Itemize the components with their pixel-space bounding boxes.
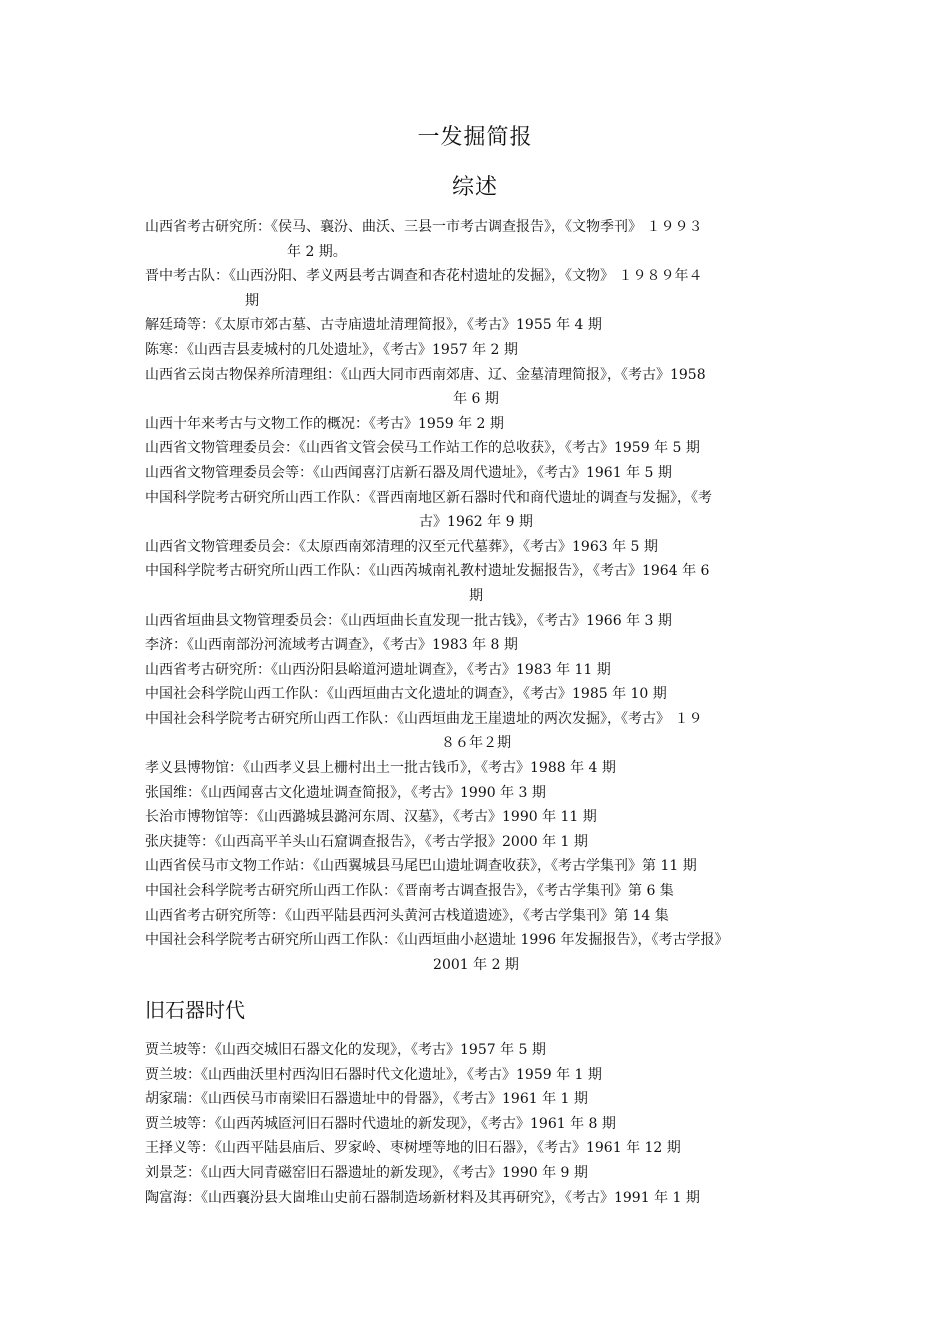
- reference-list-paleolithic: [145, 1038, 807, 1210]
- reference-entry: [145, 830, 807, 855]
- reference-text: 陈寒：《山西吉县麦城村的几处遗址》，《考古》1957 年 2 期: [145, 341, 518, 358]
- reference-entry: [145, 486, 807, 535]
- reference-entry: [145, 1112, 807, 1137]
- reference-text: 中国社会科学院考古研究所山西工作队：《晋南考古调查报告》，《考古学集刊》第 6 集: [145, 883, 674, 900]
- reference-entry: [145, 338, 807, 363]
- reference-text: 长治市博物馆等：《山西潞城县潞河东周、汉墓》，《考古》1990 年 11 期: [145, 809, 597, 826]
- reference-text-continuation: 期: [469, 587, 483, 604]
- reference-text: 山西省考古研究所：《山西汾阳县峪道河遗址调查》，《考古》1983 年 11 期: [145, 661, 611, 678]
- reference-text: 解廷琦等：《太原市郊古墓、古寺庙遗址清理简报》，《考古》1955 年 4 期: [145, 317, 602, 334]
- reference-entry: [145, 313, 807, 338]
- reference-entry: [145, 928, 807, 977]
- reference-entry: [145, 264, 807, 313]
- reference-text: 山西省侯马市文物工作站：《山西翼城县马尾巴山遗址调查收获》，《考古学集刊》第 11 期: [145, 858, 697, 875]
- reference-entry: [145, 707, 807, 756]
- reference-entry: [145, 879, 807, 904]
- reference-entry: [145, 904, 807, 929]
- reference-text: 山西省考古研究所：《侯马、襄汾、曲沃、三县一市考古调查报告》，《文物季刊》 １９９３: [145, 219, 703, 235]
- reference-entry: [145, 633, 807, 658]
- page-title: 一发掘简报: [417, 125, 533, 150]
- reference-text: 山西省文物管理委员会：《山西省文管会侯马工作站工作的总收获》，《考古》1959 年 5 期: [145, 440, 700, 457]
- reference-text: 孝义县博物馆：《山西孝义县上栅村出土一批古钱币》，《考古》1988 年 4 期: [145, 760, 616, 777]
- reference-entry: [145, 1136, 807, 1161]
- reference-text: 中国社会科学院考古研究所山西工作队：《山西垣曲小赵遗址 1996 年发掘报告》，《考古学报》: [145, 932, 729, 949]
- reference-text: 张国维：《山西闻喜古文化遗址调查简报》，《考古》1990 年 3 期: [145, 784, 546, 801]
- reference-entry: [145, 682, 807, 707]
- reference-text: 李济：《山西南部汾河流域考古调查》，《考古》1983 年 8 期: [145, 637, 518, 654]
- section-heading-overview: 综述: [451, 175, 498, 200]
- reference-text: 陶富海：《山西襄汾县大崮堆山史前石器制造场新材料及其再研究》，《考古》1991 年 1 期: [145, 1189, 700, 1206]
- section-heading-paleolithic: 旧石器时代: [145, 998, 245, 1022]
- reference-entry: [145, 1087, 807, 1112]
- reference-list-overview: [145, 215, 807, 977]
- reference-entry: [145, 658, 807, 683]
- reference-text: 中国科学院考古研究所山西工作队：《晋西南地区新石器时代和商代遗址的调查与发掘》，《考: [145, 489, 712, 506]
- reference-text: 山西省考古研究所等：《山西平陆县西河头黄河古栈道遗迹》，《考古学集刊》第 14 集: [145, 907, 669, 924]
- reference-text: 中国科学院考古研究所山西工作队：《山西芮城南礼教村遗址发掘报告》，《考古》1964 年 6: [145, 563, 710, 580]
- reference-text: 山西十年来考古与文物工作的概况：《考古》1959 年 2 期: [145, 415, 504, 432]
- reference-text: 胡家瑞：《山西侯马市南梁旧石器遗址中的骨器》，《考古》1961 年 1 期: [145, 1091, 588, 1108]
- reference-text: 山西省垣曲县文物管理委员会：《山西垣曲长直发现一批古钱》，《考古》1966 年 3 期: [145, 612, 672, 629]
- reference-text: 山西省云岗古物保养所清理组：《山西大同市西南郊唐、辽、金墓清理简报》，《考古》1958: [145, 366, 706, 383]
- reference-entry: [145, 1186, 807, 1211]
- reference-entry: [145, 805, 807, 830]
- reference-text-continuation: 古》1962 年 9 期: [419, 514, 533, 531]
- reference-entry: [145, 461, 807, 486]
- reference-text: 贾兰坡等：《山西芮城匼河旧石器时代遗址的新发现》，《考古》1961 年 8 期: [145, 1115, 616, 1132]
- reference-text-continuation: 年 6 期: [453, 391, 499, 408]
- reference-text: 山西省文物管理委员会：《太原西南郊清理的汉至元代墓葬》，《考古》1963 年 5 期: [145, 538, 658, 555]
- reference-entry: [145, 1161, 807, 1186]
- reference-text: 山西省文物管理委员会等：《山西闻喜汀店新石器及周代遗址》，《考古》1961 年 5 期: [145, 464, 672, 481]
- reference-entry: [145, 436, 807, 461]
- reference-entry: [145, 1063, 807, 1088]
- reference-entry: [145, 559, 807, 608]
- reference-text: 中国社会科学院山西工作队：《山西垣曲古文化遗址的调查》，《考古》1985 年 10 期: [145, 686, 667, 703]
- reference-text: 晋中考古队：《山西汾阳、孝义两县考古调查和杏花村遗址的发掘》，《文物》 １９８９年４: [145, 268, 703, 285]
- reference-text: 刘景芝：《山西大同青磁窑旧石器遗址的新发现》，《考古》1990 年 9 期: [145, 1164, 588, 1181]
- reference-entry: [145, 215, 807, 264]
- reference-entry: [145, 1038, 807, 1063]
- reference-text-continuation: 年 2 期。: [287, 243, 347, 260]
- reference-text: 张庆捷等：《山西高平羊头山石窟调查报告》，《考古学报》2000 年 1 期: [145, 833, 588, 850]
- reference-entry: [145, 756, 807, 781]
- reference-entry: [145, 412, 807, 437]
- reference-entry: [145, 535, 807, 560]
- reference-entry: [145, 854, 807, 879]
- reference-text-continuation: 2001 年 2 期: [433, 956, 519, 973]
- reference-text: 贾兰坡：《山西曲沃里村西沟旧石器时代文化遗址》，《考古》1959 年 1 期: [145, 1066, 602, 1083]
- reference-text: 中国社会科学院考古研究所山西工作队：《山西垣曲龙王崖遗址的两次发掘》，《考古》 １９: [145, 710, 703, 727]
- reference-text: 贾兰坡等：《山西交城旧石器文化的发现》，《考古》1957 年 5 期: [145, 1042, 546, 1058]
- reference-entry: [145, 363, 807, 412]
- reference-text-continuation: 期: [245, 292, 259, 309]
- reference-text: 王择义等：《山西平陆县庙后、罗家岭、枣树堙等地的旧石器》，《考古》1961 年 12 期: [145, 1140, 681, 1157]
- reference-entry: [145, 609, 807, 634]
- reference-text-continuation: ８６年２期: [441, 735, 511, 752]
- reference-entry: [145, 781, 807, 806]
